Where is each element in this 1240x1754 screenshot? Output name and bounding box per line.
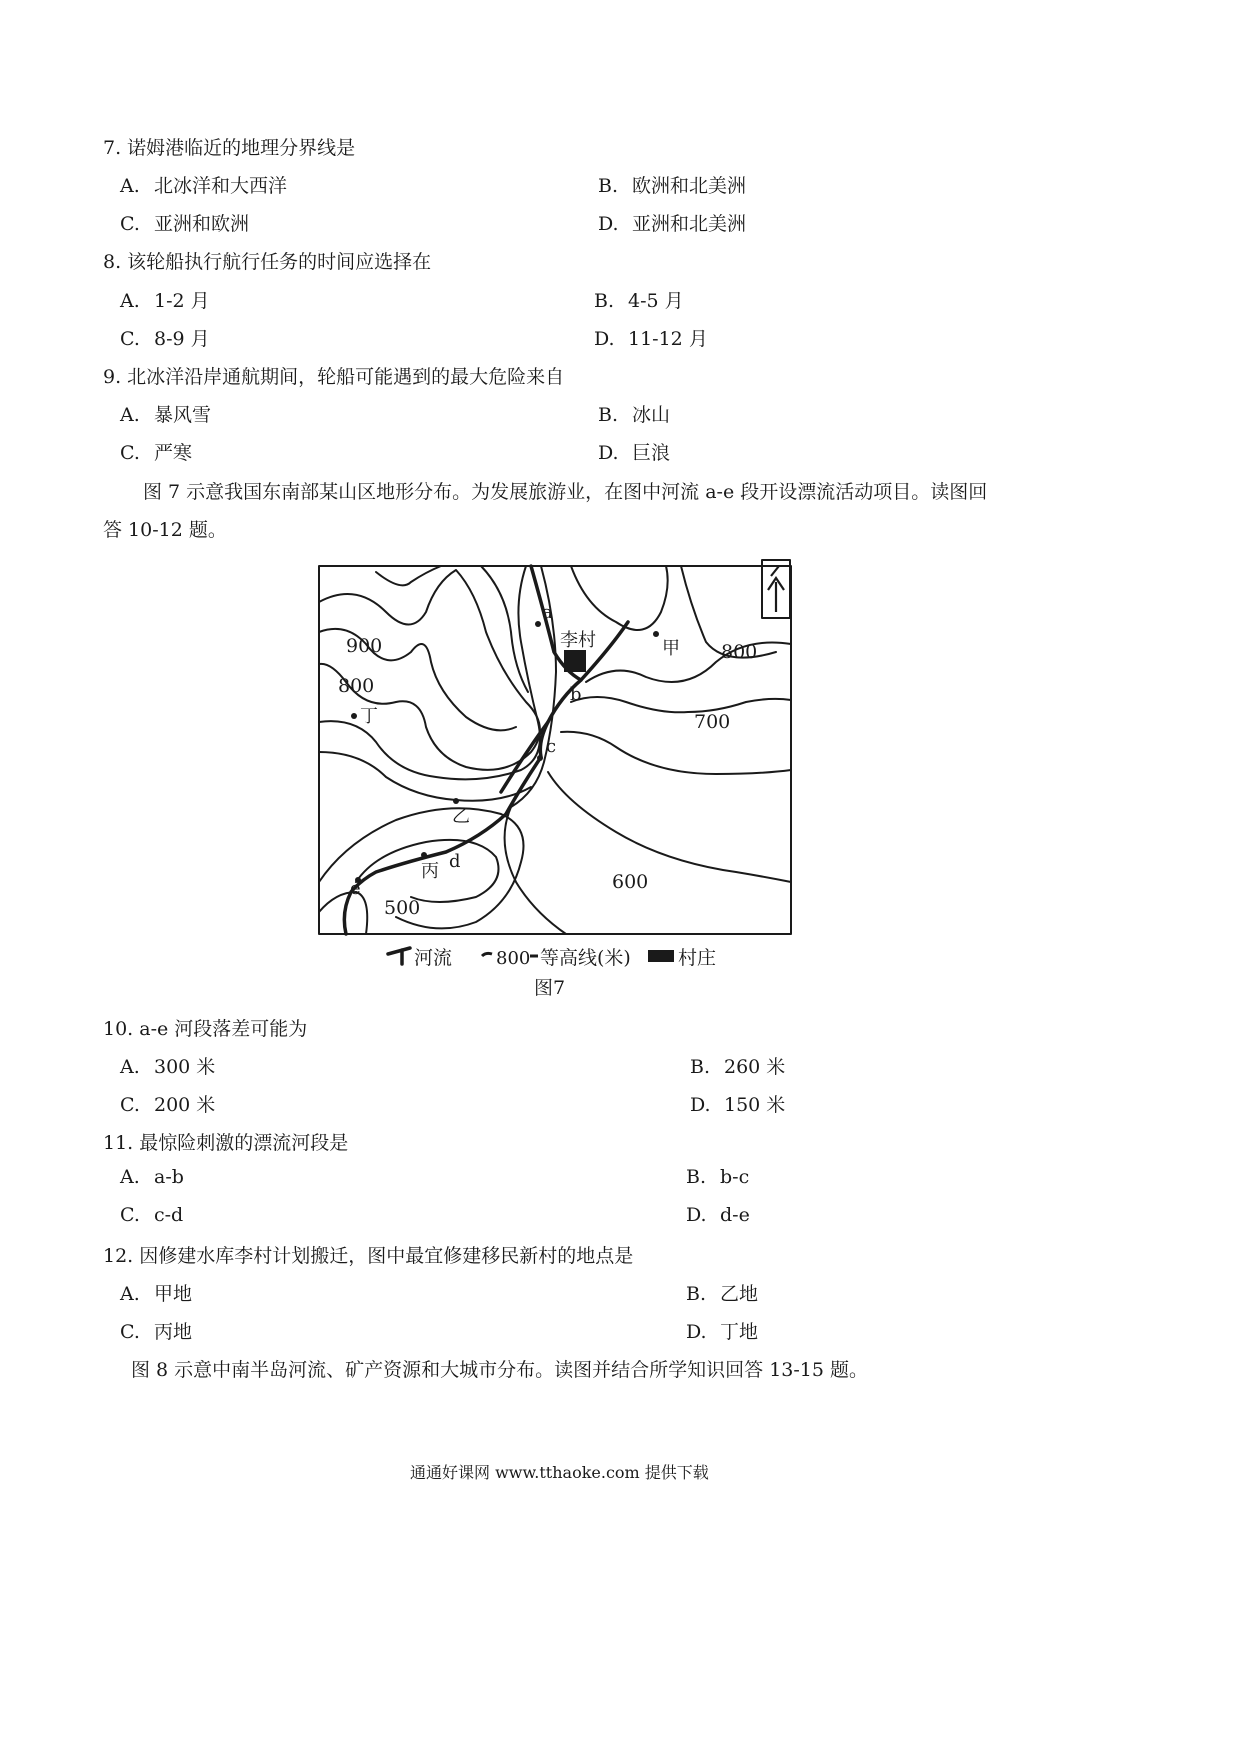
legend-village-label: 村庄 (678, 947, 717, 969)
option-label: C. (120, 442, 140, 464)
contour-line (319, 566, 540, 779)
contour-label-800-west: 800 (338, 675, 375, 697)
point-yi-dot (453, 798, 459, 804)
legend-contour-icon (482, 953, 492, 956)
q8-option-d (594, 324, 708, 351)
option-label: A. (120, 404, 140, 426)
legend-contour-label: 等高线(米) (540, 947, 631, 969)
point-a-label: a (542, 602, 553, 623)
contour-line (571, 697, 791, 712)
q8-option-a (120, 286, 210, 313)
q8-option-b (594, 286, 684, 313)
option-text: 北冰洋和大西洋 (154, 175, 288, 197)
village-label: 李村 (560, 630, 596, 651)
contour-line (586, 642, 791, 682)
figure-7-caption: 图7 (534, 977, 566, 999)
intro-figure8: 图 8 示意中南半岛河流、矿产资源和大城市分布。读图并结合所学知识回答 13-15 题。 (131, 1359, 869, 1381)
option-text: 11-12 月 (628, 328, 708, 350)
question-8-stem: 8. 该轮船执行航行任务的时间应选择在 (103, 251, 432, 273)
contour-label-700: 700 (694, 711, 731, 733)
q11-option-a (120, 1166, 184, 1188)
option-label: C. (120, 328, 140, 350)
option-text: 1-2 月 (154, 290, 210, 312)
option-label: C. (120, 1094, 140, 1116)
option-text: 甲地 (154, 1283, 193, 1305)
option-text: 欧洲和北美洲 (632, 175, 747, 197)
option-label: D. (690, 1094, 711, 1116)
option-text: b-c (720, 1166, 750, 1188)
point-c-dot (537, 755, 543, 761)
q7-option-d (598, 209, 746, 236)
q12-option-b (686, 1279, 758, 1306)
contour-label-600: 600 (612, 871, 649, 893)
option-text: a-b (154, 1166, 184, 1188)
option-label: D. (598, 442, 619, 464)
legend-river-label: 河流 (414, 947, 453, 969)
option-text: 亚洲和欧洲 (154, 213, 250, 235)
q7-option-b (598, 171, 746, 198)
option-label: D. (598, 213, 619, 235)
point-ding-dot (351, 713, 357, 719)
option-label: D. (686, 1321, 707, 1343)
point-e-label: e (350, 878, 361, 899)
option-label: B. (686, 1283, 707, 1305)
point-jia-dot (653, 631, 659, 637)
option-text: 冰山 (632, 404, 671, 426)
point-yi-label: 乙 (452, 806, 470, 827)
contour-label-900: 900 (346, 635, 383, 657)
question-10-stem: 10. a-e 河段落差可能为 (103, 1018, 308, 1040)
point-d-label: d (449, 851, 461, 872)
option-label: B. (598, 404, 619, 426)
point-jia-label: 甲 (662, 638, 680, 659)
option-label: B. (594, 290, 615, 312)
option-text: 150 米 (724, 1094, 786, 1116)
point-bing-label: 丙 (421, 861, 439, 882)
legend-contour-sample: 800 (496, 948, 531, 969)
figure-7-topographic-map (316, 552, 798, 1002)
option-label: A. (120, 1283, 140, 1305)
contour-line (376, 566, 441, 585)
contour-line (505, 807, 566, 934)
option-text: 200 米 (154, 1094, 216, 1116)
option-label: C. (120, 1204, 140, 1226)
q9-option-d (598, 438, 670, 465)
option-text: 暴风雪 (154, 404, 212, 426)
option-text: 巨浪 (632, 442, 671, 464)
q10-option-d (690, 1090, 785, 1117)
question-11-stem: 11. 最惊险刺激的漂流河段是 (103, 1132, 349, 1154)
point-ding-label: 丁 (360, 706, 378, 727)
option-text: 8-9 月 (154, 328, 210, 350)
option-label: B. (598, 175, 619, 197)
q12-option-d (686, 1317, 758, 1344)
q10-option-b (690, 1052, 785, 1079)
q9-option-c (120, 438, 192, 465)
option-text: 4-5 月 (628, 290, 684, 312)
option-label: A. (120, 1056, 140, 1078)
option-text: 严寒 (154, 442, 193, 464)
contour-label-500: 500 (384, 897, 421, 919)
point-b-label: b (570, 684, 582, 705)
option-text: 260 米 (724, 1056, 786, 1078)
q7-option-a (120, 171, 287, 198)
option-label: D. (686, 1204, 707, 1226)
q10-option-a (120, 1052, 215, 1079)
q12-option-c (120, 1317, 192, 1344)
option-label: A. (120, 1166, 140, 1188)
river-group (344, 566, 628, 934)
figure-7-legend (388, 947, 716, 969)
contour-label-800-east: 800 (721, 641, 758, 663)
intro-figure7-line2: 答 10-12 题。 (103, 519, 227, 541)
contour-line (548, 772, 791, 882)
option-text: d-e (720, 1204, 750, 1226)
option-text: 丙地 (154, 1321, 193, 1343)
q9-option-b (598, 400, 670, 427)
question-9-stem: 9. 北冰洋沿岸通航期间，轮船可能遇到的最大危险来自 (103, 366, 565, 388)
q12-option-a (120, 1279, 192, 1306)
option-text: 亚洲和北美洲 (632, 213, 747, 235)
contour-line (561, 732, 791, 774)
page-footer: 通通好课网 www.tthaoke.com 提供下载 (410, 1463, 709, 1482)
option-text: 300 米 (154, 1056, 216, 1078)
option-text: c-d (154, 1204, 184, 1226)
question-12-stem: 12. 因修建水库李村计划搬迁，图中最宜修建移民新村的地点是 (103, 1245, 634, 1267)
question-7-stem: 7. 诺姆港临近的地理分界线是 (103, 137, 356, 159)
option-label: A. (120, 175, 140, 197)
option-text: 丁地 (720, 1321, 759, 1343)
q9-option-a (120, 400, 211, 427)
option-label: B. (686, 1166, 707, 1188)
point-bing-dot (421, 852, 427, 858)
point-a-dot (535, 621, 541, 627)
contour-line (571, 566, 668, 630)
north-arrow-icon (768, 566, 784, 612)
option-label: C. (120, 1321, 140, 1343)
q11-option-d (686, 1204, 750, 1226)
option-label: C. (120, 213, 140, 235)
q10-option-c (120, 1090, 215, 1117)
option-label: B. (690, 1056, 711, 1078)
option-label: D. (594, 328, 615, 350)
q7-option-c (120, 209, 249, 236)
option-label: A. (120, 290, 140, 312)
q11-option-c (120, 1204, 183, 1226)
contour-line (319, 570, 540, 770)
option-text: 乙地 (720, 1283, 759, 1305)
q11-option-b (686, 1166, 749, 1188)
legend-village-icon (648, 950, 674, 962)
point-c-label: c (546, 736, 557, 757)
village-block (564, 650, 586, 672)
q8-option-c (120, 324, 210, 351)
legend-river-icon (388, 948, 410, 964)
intro-figure7-line1: 图 7 示意我国东南部某山区地形分布。为发展旅游业，在图中河流 a-e 段开设漂流活动项目。读图回 (143, 481, 988, 503)
